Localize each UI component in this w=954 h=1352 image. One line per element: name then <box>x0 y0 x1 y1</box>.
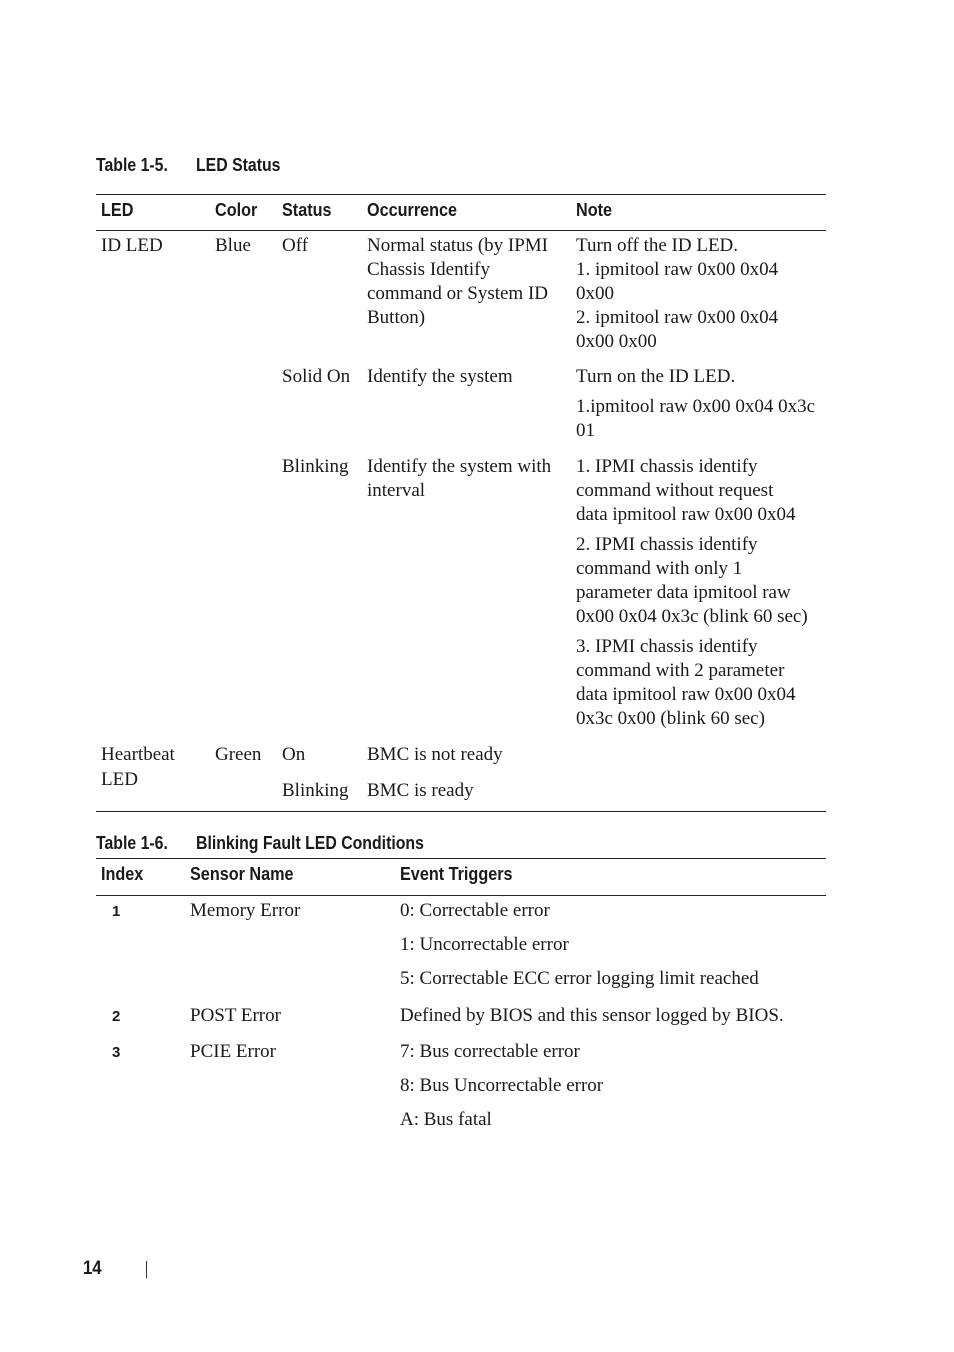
event-trigger: 1: Uncorrectable error <box>400 934 569 955</box>
column-header-index: Index <box>101 864 144 884</box>
note-cell: 3. IPMI chassis identify command with 2 parameter data ipmitool raw 0x00 0x04 0x3c 0x00 (blink 60 sec) <box>576 636 796 729</box>
status-cell: Blinking <box>282 780 349 801</box>
sensor-name-cell: POST Error <box>190 1005 281 1026</box>
event-trigger: 8: Bus Uncorrectable error <box>400 1075 604 1096</box>
table-caption-number: Table 1-6. <box>96 833 168 853</box>
column-header-status: Status <box>282 200 332 220</box>
event-trigger: 0: Correctable error <box>400 900 550 921</box>
table-caption-title: Blinking Fault LED Conditions <box>196 833 424 853</box>
header-rule <box>96 895 826 896</box>
note-cell: 1. IPMI chassis identify command without request data ipmitool raw 0x00 0x04 <box>576 456 796 525</box>
event-trigger: A: Bus fatal <box>400 1109 492 1130</box>
sensor-name-cell: PCIE Error <box>190 1041 277 1062</box>
event-trigger: 7: Bus correctable error <box>400 1041 580 1062</box>
index-cell: 3 <box>112 1044 121 1061</box>
event-trigger: Defined by BIOS and this sensor logged by BIOS. <box>400 1005 784 1026</box>
status-cell: On <box>282 744 306 765</box>
event-trigger: 5: Correctable ECC error logging limit reached <box>400 968 759 989</box>
table-top-rule <box>96 858 826 859</box>
led-color: Blue <box>215 235 251 256</box>
note-cell: 2. IPMI chassis identify command with only 1 parameter data ipmitool raw 0x00 0x04 0x3c (blink 60 sec) <box>576 534 808 627</box>
status-cell: Solid On <box>282 366 351 387</box>
table-bottom-rule <box>96 811 826 812</box>
note-cell: Turn off the ID LED. 1. ipmitool raw 0x00 0x04 0x00 2. ipmitool raw 0x00 0x04 0x00 0x00 <box>576 235 779 352</box>
occurrence-cell: Identify the system with interval <box>367 456 552 501</box>
column-header-note: Note <box>576 200 612 220</box>
index-cell: 2 <box>112 1008 121 1025</box>
occurrence-cell: Identify the system <box>367 366 513 387</box>
footer-divider <box>146 1261 147 1278</box>
header-rule <box>96 230 826 231</box>
table-caption-title: LED Status <box>196 155 281 175</box>
column-header-led: LED <box>101 200 134 220</box>
column-header-event-triggers: Event Triggers <box>400 864 513 884</box>
column-header-color: Color <box>215 200 258 220</box>
column-header-occurrence: Occurrence <box>367 200 458 220</box>
led-name: ID LED <box>101 235 163 256</box>
note-cell: 1.ipmitool raw 0x00 0x04 0x3c 01 <box>576 396 816 441</box>
occurrence-cell: BMC is not ready <box>367 744 503 765</box>
occurrence-cell: Normal status (by IPMI Chassis Identify command or System ID Button) <box>367 235 549 328</box>
led-name: Heartbeat LED <box>101 744 175 790</box>
table-top-rule <box>96 194 826 195</box>
index-cell: 1 <box>112 903 121 920</box>
led-color: Green <box>215 744 262 765</box>
status-cell: Off <box>282 235 309 256</box>
occurrence-cell: BMC is ready <box>367 780 474 801</box>
status-cell: Blinking <box>282 456 349 477</box>
note-cell: Turn on the ID LED. <box>576 366 736 387</box>
sensor-name-cell: Memory Error <box>190 900 301 921</box>
table-caption-number: Table 1-5. <box>96 155 168 175</box>
column-header-sensor-name: Sensor Name <box>190 864 294 884</box>
page-number: 14 <box>83 1258 102 1279</box>
